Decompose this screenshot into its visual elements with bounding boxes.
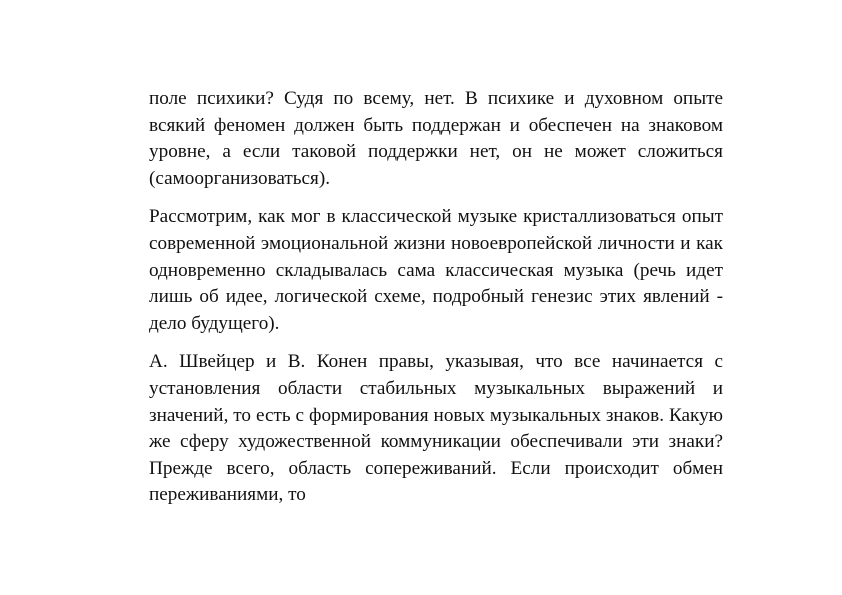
paragraph-3: А. Швейцер и В. Конен правы, указывая, что все начинается с установления области стабильных музыкальных выражений и значений, то есть с формирования новых музыкальных знаков. Какую же сферу художественной коммуникации обеспечивали эти знаки? Прежде всего, область сопереживаний. Если происходит обмен переживаниями, то	[149, 351, 723, 506]
body-text	[149, 86, 723, 521]
paragraph-1: поле психики? Судя по всему, нет. В психике и духовном опыте всякий феномен должен быть поддержан и обеспечен на знаковом уровне, а если таковой поддержки нет, он не может сложиться (самоорганизоваться).	[149, 88, 723, 189]
paragraph-2: Рассмотрим, как мог в классической музыке кристаллизоваться опыт современной эмоциональной жизни новоевропейской личности и как одновременно складывалась сама классическая музыка (речь идет лишь об идее, логической схеме, подробный генезис этих явлений - дело будущего).	[149, 206, 723, 334]
